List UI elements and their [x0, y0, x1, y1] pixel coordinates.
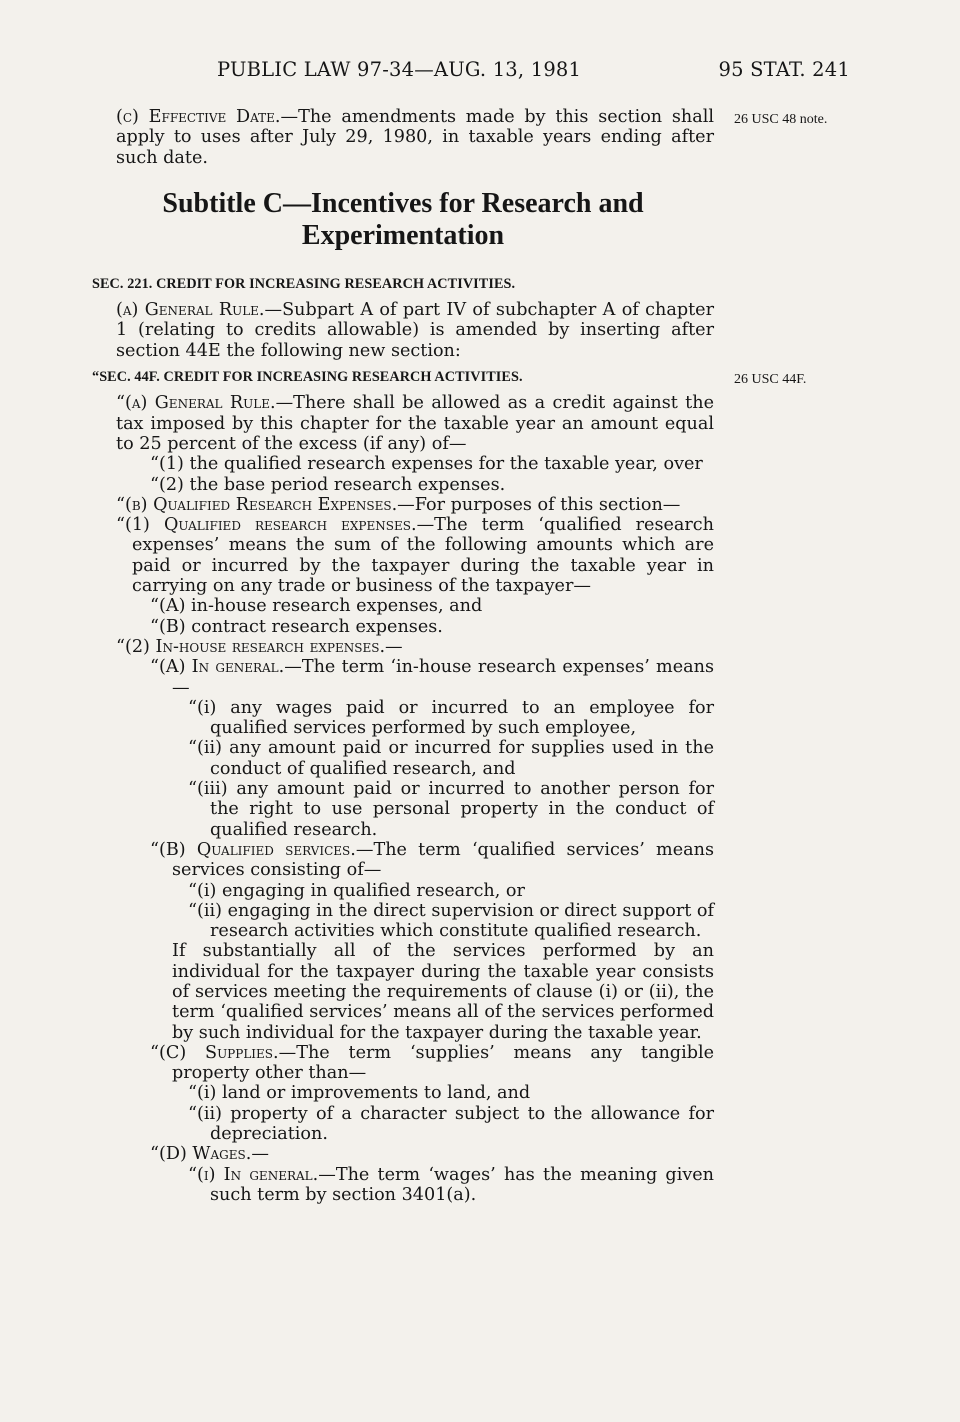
paragraph-effective-date — [92, 107, 714, 168]
b2a-label: “(A) In general. — [150, 657, 285, 678]
b2a-text: —The term ‘in-house research expenses’ means— — [172, 657, 715, 698]
b2c-label: “(C) Supplies. — [150, 1042, 279, 1063]
subtitle-line-1: Subtitle C—Incentives for Research and — [162, 187, 644, 219]
clause-b2d-i — [92, 1165, 714, 1206]
subtitle-line-2: Experimentation — [301, 219, 505, 251]
clause-b1a: “(A) in-house research expenses, and — [150, 596, 483, 617]
paragraph-general-rule — [92, 300, 714, 361]
44f-a-label: “(a) General Rule. — [116, 393, 276, 414]
b2-dash: — — [385, 636, 403, 657]
clause-b2a-ii: “(ii) any amount paid or incurred for supplies used in the conduct of qualified research, and — [188, 738, 714, 779]
b2d-label: “(D) Wages. — [150, 1144, 252, 1165]
b2b-label: “(B) Qualified services. — [150, 839, 356, 860]
margin-note-48: 26 USC 48 note. — [734, 112, 828, 127]
clause-b2 — [92, 637, 714, 657]
general-rule-text: —Subpart A of part IV of subchapter A of chapter 1 (relating to credits allowable) is amended by inserting after section 44E the following new section: — [116, 300, 714, 361]
document-body — [92, 107, 714, 1205]
section-221-heading: SEC. 221. CREDIT FOR INCREASING RESEARCH ACTIVITIES. — [92, 275, 516, 292]
subtitle-heading — [92, 188, 714, 252]
b2d-dash: — — [251, 1144, 269, 1165]
44f-b-text: —For purposes of this section— — [397, 494, 681, 515]
44f-b-label: “(b) Qualified Research Expenses. — [116, 494, 398, 515]
44f-a-text: —There shall be allowed as a credit against the tax imposed by this chapter for the taxable year an amount equal to 25 percent of the excess (if any) of— — [116, 393, 714, 454]
running-header-right: 95 STAT. 241 — [718, 58, 850, 81]
margin-note-44f: 26 USC 44F. — [734, 372, 807, 387]
clause-b2d — [92, 1144, 714, 1164]
clause-b2c-i: “(i) land or improvements to land, and — [188, 1083, 531, 1104]
d1-label: “(i) In general. — [188, 1164, 319, 1185]
clause-b2b — [92, 840, 714, 881]
effective-date-text: —The amendments made by this section shall apply to uses after July 29, 1980, in taxable years ending after such date. — [116, 107, 714, 168]
b2-label: “(2) In-house research expenses. — [116, 636, 386, 657]
clause-a2: “(2) the base period research expenses. — [150, 474, 506, 495]
clause-b2a — [92, 657, 714, 698]
general-rule-label: (a) General Rule. — [116, 300, 265, 321]
clause-b2b-ii: “(ii) engaging in the direct supervision or direct support of research activities which constitute qualified research. — [188, 900, 714, 942]
clause-b2a-iii: “(iii) any amount paid or incurred to another person for the right to use personal property in the conduct of qualified research. — [188, 779, 714, 840]
clause-b2a-i: “(i) any wages paid or incurred to an employee for qualified services performed by such employee, — [188, 697, 714, 739]
clause-b2c — [92, 1043, 714, 1084]
clause-a1: “(1) the qualified research expenses for the taxable year, over — [150, 454, 703, 475]
b2c-text: —The term ‘supplies’ means any tangible property other than— — [172, 1042, 714, 1084]
b1-label: “(1) Qualified research expenses. — [116, 515, 417, 536]
d1-text: —The term ‘wages’ has the meaning given such term by section 3401(a). — [210, 1164, 715, 1205]
b1-text: —The term ‘qualified research expenses’ means the sum of the following amounts which are paid or incurred by the taxpayer during the taxable year in carrying on any trade or business of the taxpayer— — [132, 515, 714, 597]
clause-b2b-i: “(i) engaging in qualified research, or — [188, 880, 525, 901]
clause-b1b: “(B) contract research expenses. — [150, 616, 443, 637]
clause-b1 — [92, 515, 714, 596]
effective-date-label: (c) Effective Date. — [116, 107, 281, 127]
b2b-text: —The term ‘qualified services’ means services consisting of— — [172, 839, 715, 881]
clause-b2c-ii: “(ii) property of a character subject to the allowance for depreciation. — [188, 1103, 714, 1145]
paragraph-44f-a — [92, 393, 714, 454]
flush-paragraph: If substantially all of the services performed by an individual for the taxpayer during the taxable year consists of services meeting the requirements of clause (i) or (ii), the term ‘qualified services’ means all of the services performed by such individual for the taxpayer during the taxable year. — [172, 941, 714, 1043]
paragraph-44f-b — [92, 495, 714, 515]
running-header-left: PUBLIC LAW 97-34—AUG. 13, 1981 — [217, 58, 582, 81]
section-44f-heading: “SEC. 44F. CREDIT FOR INCREASING RESEARCH ACTIVITIES. — [92, 369, 523, 386]
